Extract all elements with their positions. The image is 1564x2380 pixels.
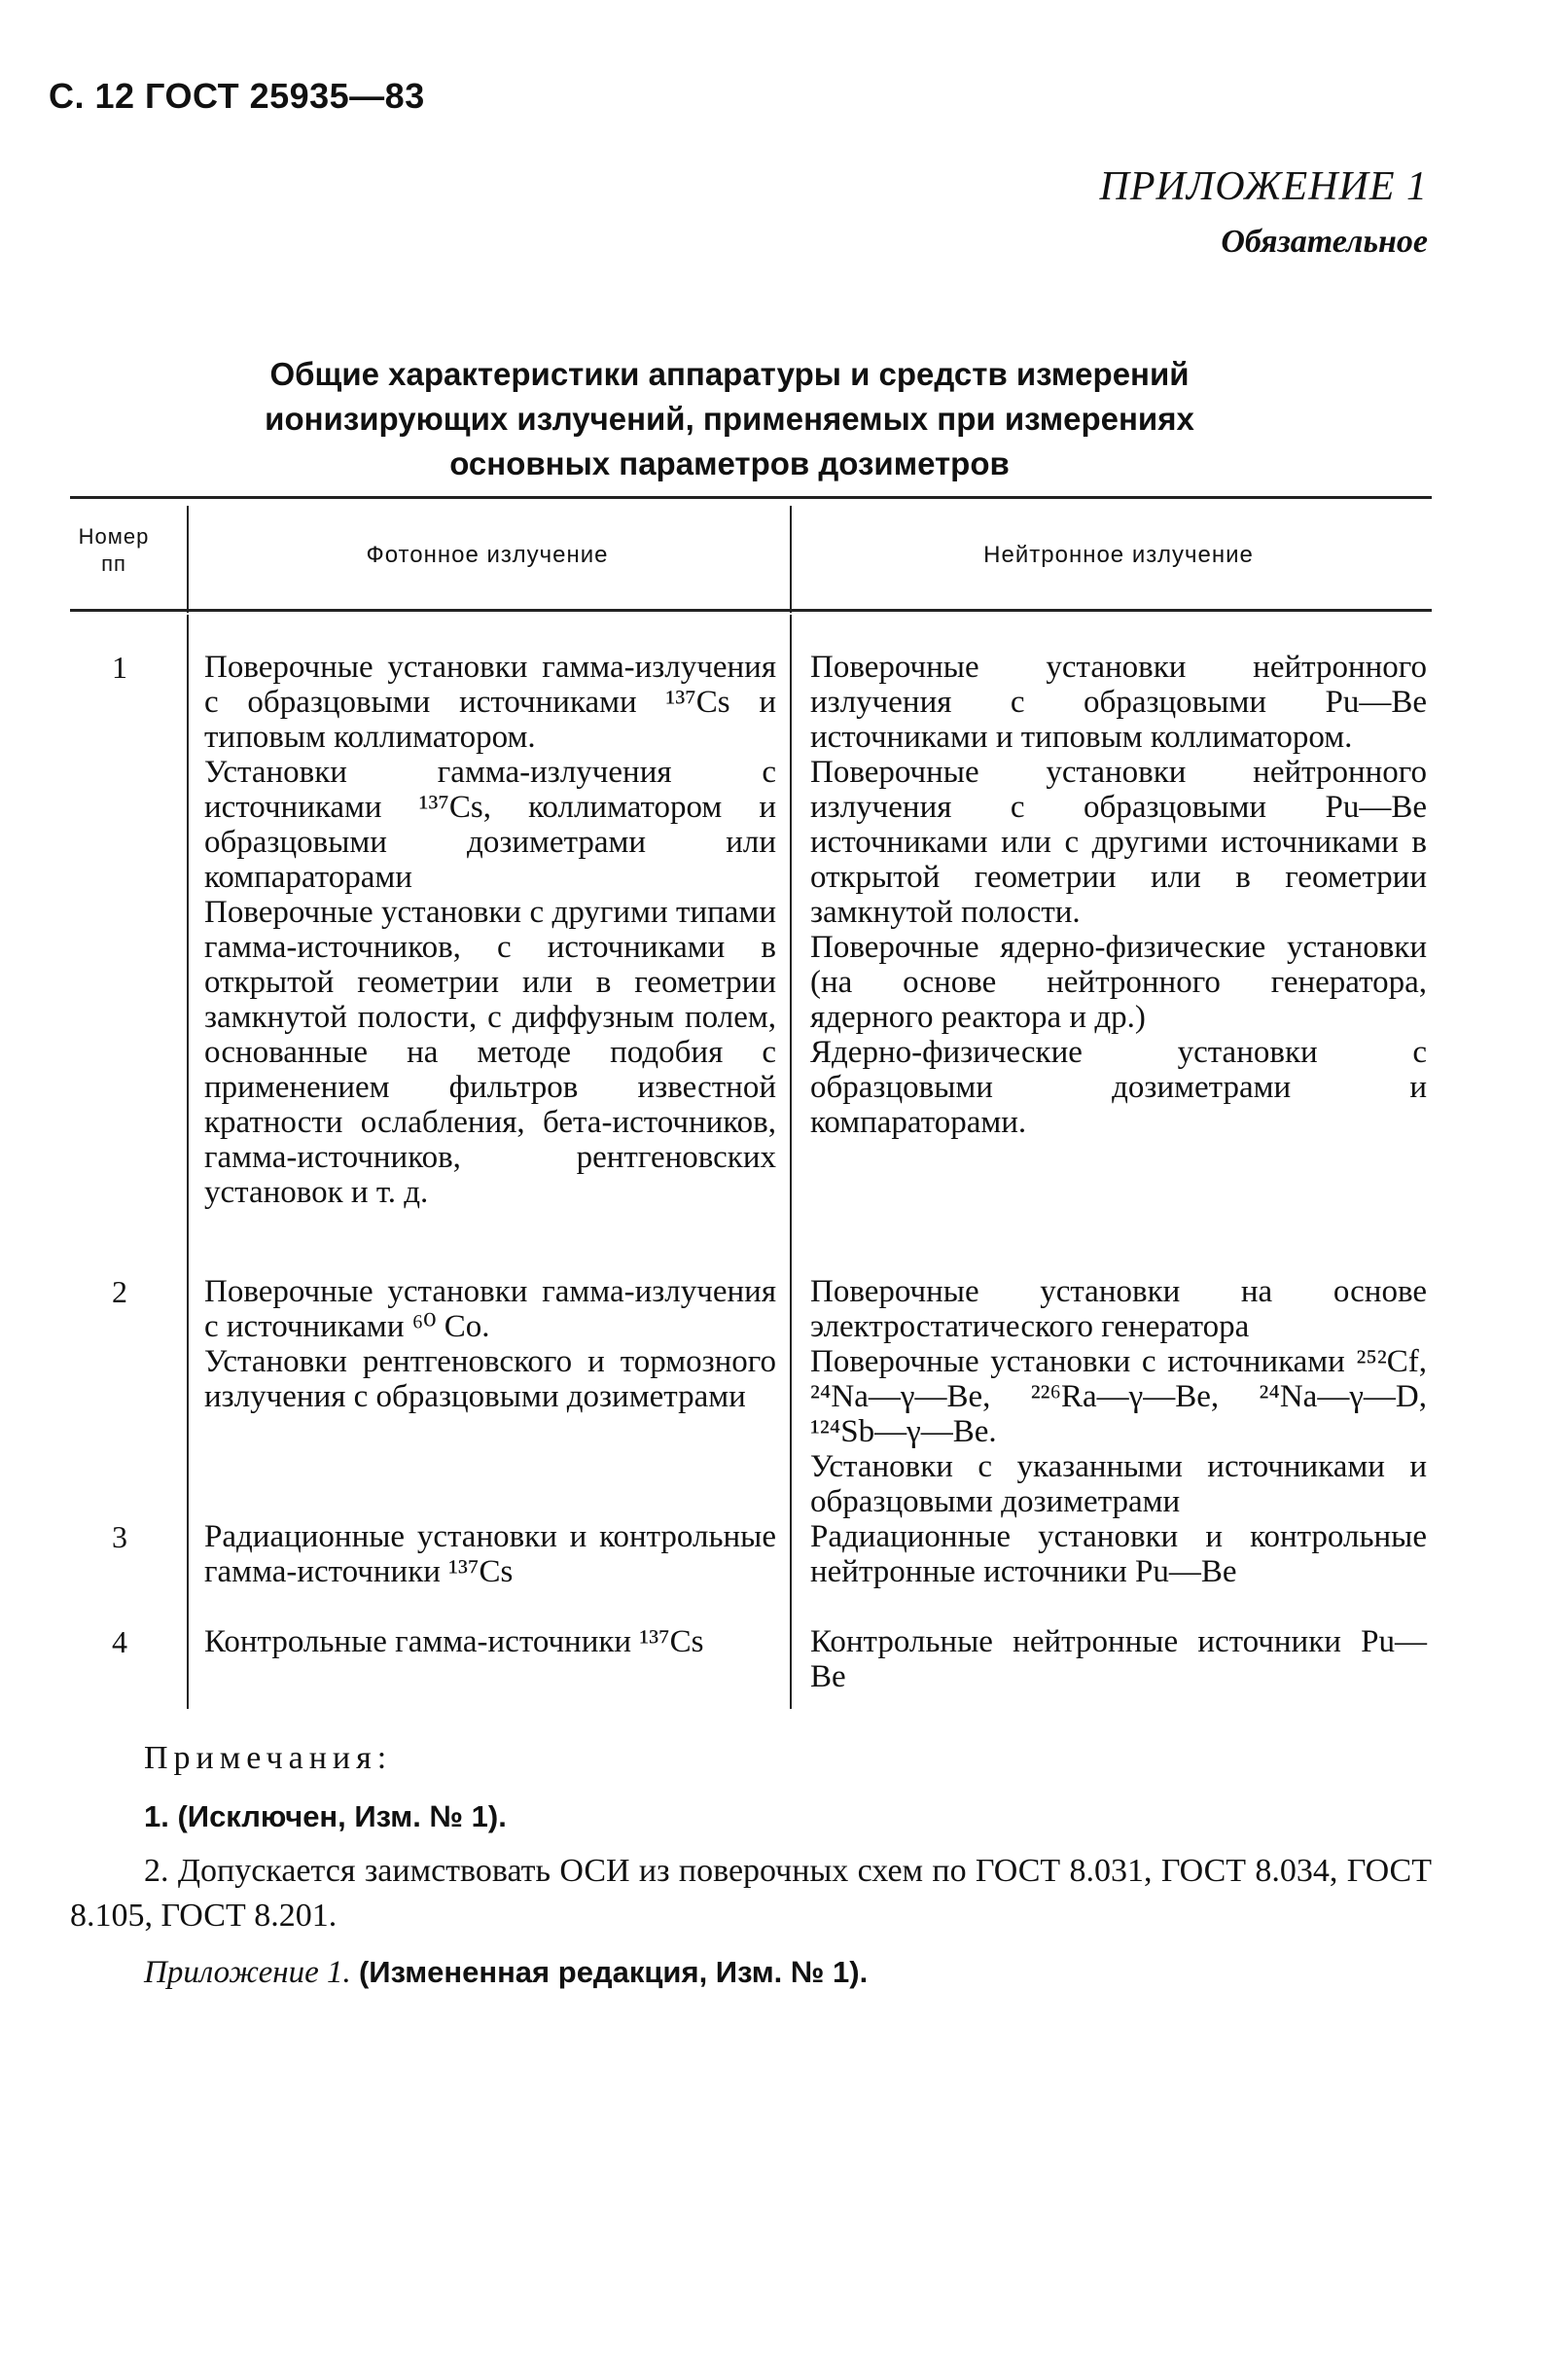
table-cell-photon [204, 1519, 776, 1589]
table-cell-photon [204, 1274, 776, 1414]
cell-paragraph: Поверочные установки нейтронного излучения с образцовыми Pu—Be источниками и типовым коллиматором. [810, 650, 1427, 755]
cell-paragraph: Поверочные установки с другими типами гамма-источников, с источниками в открытой геометрии или в геометрии замкнутой полости, с диффузным полем, основанные на методе подобия с применением фильтров известной кратности ослабления, бета-источников, гамма-источников, рентгеновских установок и т. д. [204, 895, 776, 1210]
cell-paragraph: Поверочные установки нейтронного излучения с образцовыми Pu—Be источниками или с другими источниками в открытой геометрии или в геометрии замкнутой полости. [810, 755, 1427, 930]
amendment-text: (Измененная редакция, Изм. № 1). [358, 1955, 869, 1989]
cell-paragraph: Установки с указанными источниками и образцовыми дозиметрами [810, 1449, 1427, 1519]
appendix-title: ПРИЛОЖЕНИЕ 1 [1099, 164, 1428, 209]
table-top-rule [70, 496, 1432, 499]
header-number-line: Номер [78, 524, 150, 549]
header-neutron: Нейтронное излучение [983, 542, 1254, 568]
cell-paragraph: Поверочные установки с источниками ²⁵²Cf, ²⁴Na—γ—Be, ²²⁶Ra—γ—Be, ²⁴Na—γ—D, ¹²⁴Sb—γ—Be. [810, 1344, 1427, 1449]
table-cell-photon [204, 1624, 776, 1659]
cell-paragraph: Контрольные гамма-источники ¹³⁷Cs [204, 1624, 704, 1659]
cell-paragraph: Контрольные нейтронные источники Pu—Be [810, 1624, 1427, 1694]
table-divider [187, 615, 189, 1709]
cell-paragraph: Ядерно-физические установки с образцовыми дозиметрами и компараторами. [810, 1035, 1427, 1140]
header-number-line: пп [101, 551, 126, 576]
header-photon: Фотонное излучение [366, 542, 609, 568]
amendment-label: Приложение 1. [144, 1955, 351, 1990]
table-divider [790, 615, 792, 1709]
title-line: ионизирующих излучений, применяемых при измерениях [265, 401, 1194, 437]
cell-paragraph: Поверочные установки гамма-излучения с образцовыми источниками ¹³⁷Cs и типовым коллиматором. [204, 650, 776, 755]
table-divider [790, 506, 792, 613]
cell-paragraph: Поверочные установки на основе электростатического генератора [810, 1274, 1427, 1344]
header-number [60, 523, 167, 578]
note-2: 2. Допускается заимствовать ОСИ из поверочных схем по ГОСТ 8.031, ГОСТ 8.034, ГОСТ 8.105, ГОСТ 8.201. [70, 1853, 1432, 1934]
cell-paragraph: Поверочные ядерно-физические установки (на основе нейтронного генератора, ядерного реактора и др.) [810, 930, 1427, 1035]
amendment-note [144, 1950, 1432, 1995]
document-title [175, 352, 1284, 486]
row-number: 4 [112, 1624, 127, 1659]
cell-paragraph: Установки гамма-излучения с источниками ¹³⁷Cs, коллиматором и образцовыми дозиметрами или компараторами [204, 755, 776, 895]
row-number: 3 [112, 1519, 127, 1554]
note-1: 1. (Исключен, Изм. № 1). [144, 1799, 507, 1833]
cell-paragraph: Радиационные установки и контрольные нейтронные источники Pu—Be [810, 1519, 1427, 1589]
table-cell-photon [204, 650, 776, 1210]
row-number: 1 [112, 650, 127, 685]
row-number: 2 [112, 1274, 127, 1309]
table-cell-neutron [810, 1519, 1427, 1589]
title-line: Общие характеристики аппаратуры и средств измерений [269, 356, 1190, 392]
cell-paragraph: Установки рентгеновского и тормозного излучения с образцовыми дозиметрами [204, 1344, 776, 1414]
cell-paragraph: Радиационные установки и контрольные гамма-источники ¹³⁷Cs [204, 1519, 776, 1589]
table-cell-neutron [810, 650, 1427, 1140]
cell-paragraph: Поверочные установки гамма-излучения с источниками ⁶⁰ Co. [204, 1274, 776, 1344]
notes-section [70, 1736, 1432, 1995]
table-cell-neutron [810, 1624, 1427, 1694]
page-header: С. 12 ГОСТ 25935—83 [49, 76, 425, 116]
appendix-label [1100, 163, 1428, 261]
notes-heading: Примечания: [144, 1740, 393, 1776]
appendix-status: Обязательное [1221, 224, 1428, 260]
table-divider [187, 506, 189, 613]
title-line: основных параметров дозиметров [449, 445, 1010, 481]
table-cell-neutron [810, 1274, 1427, 1519]
table-header-rule [70, 609, 1432, 612]
